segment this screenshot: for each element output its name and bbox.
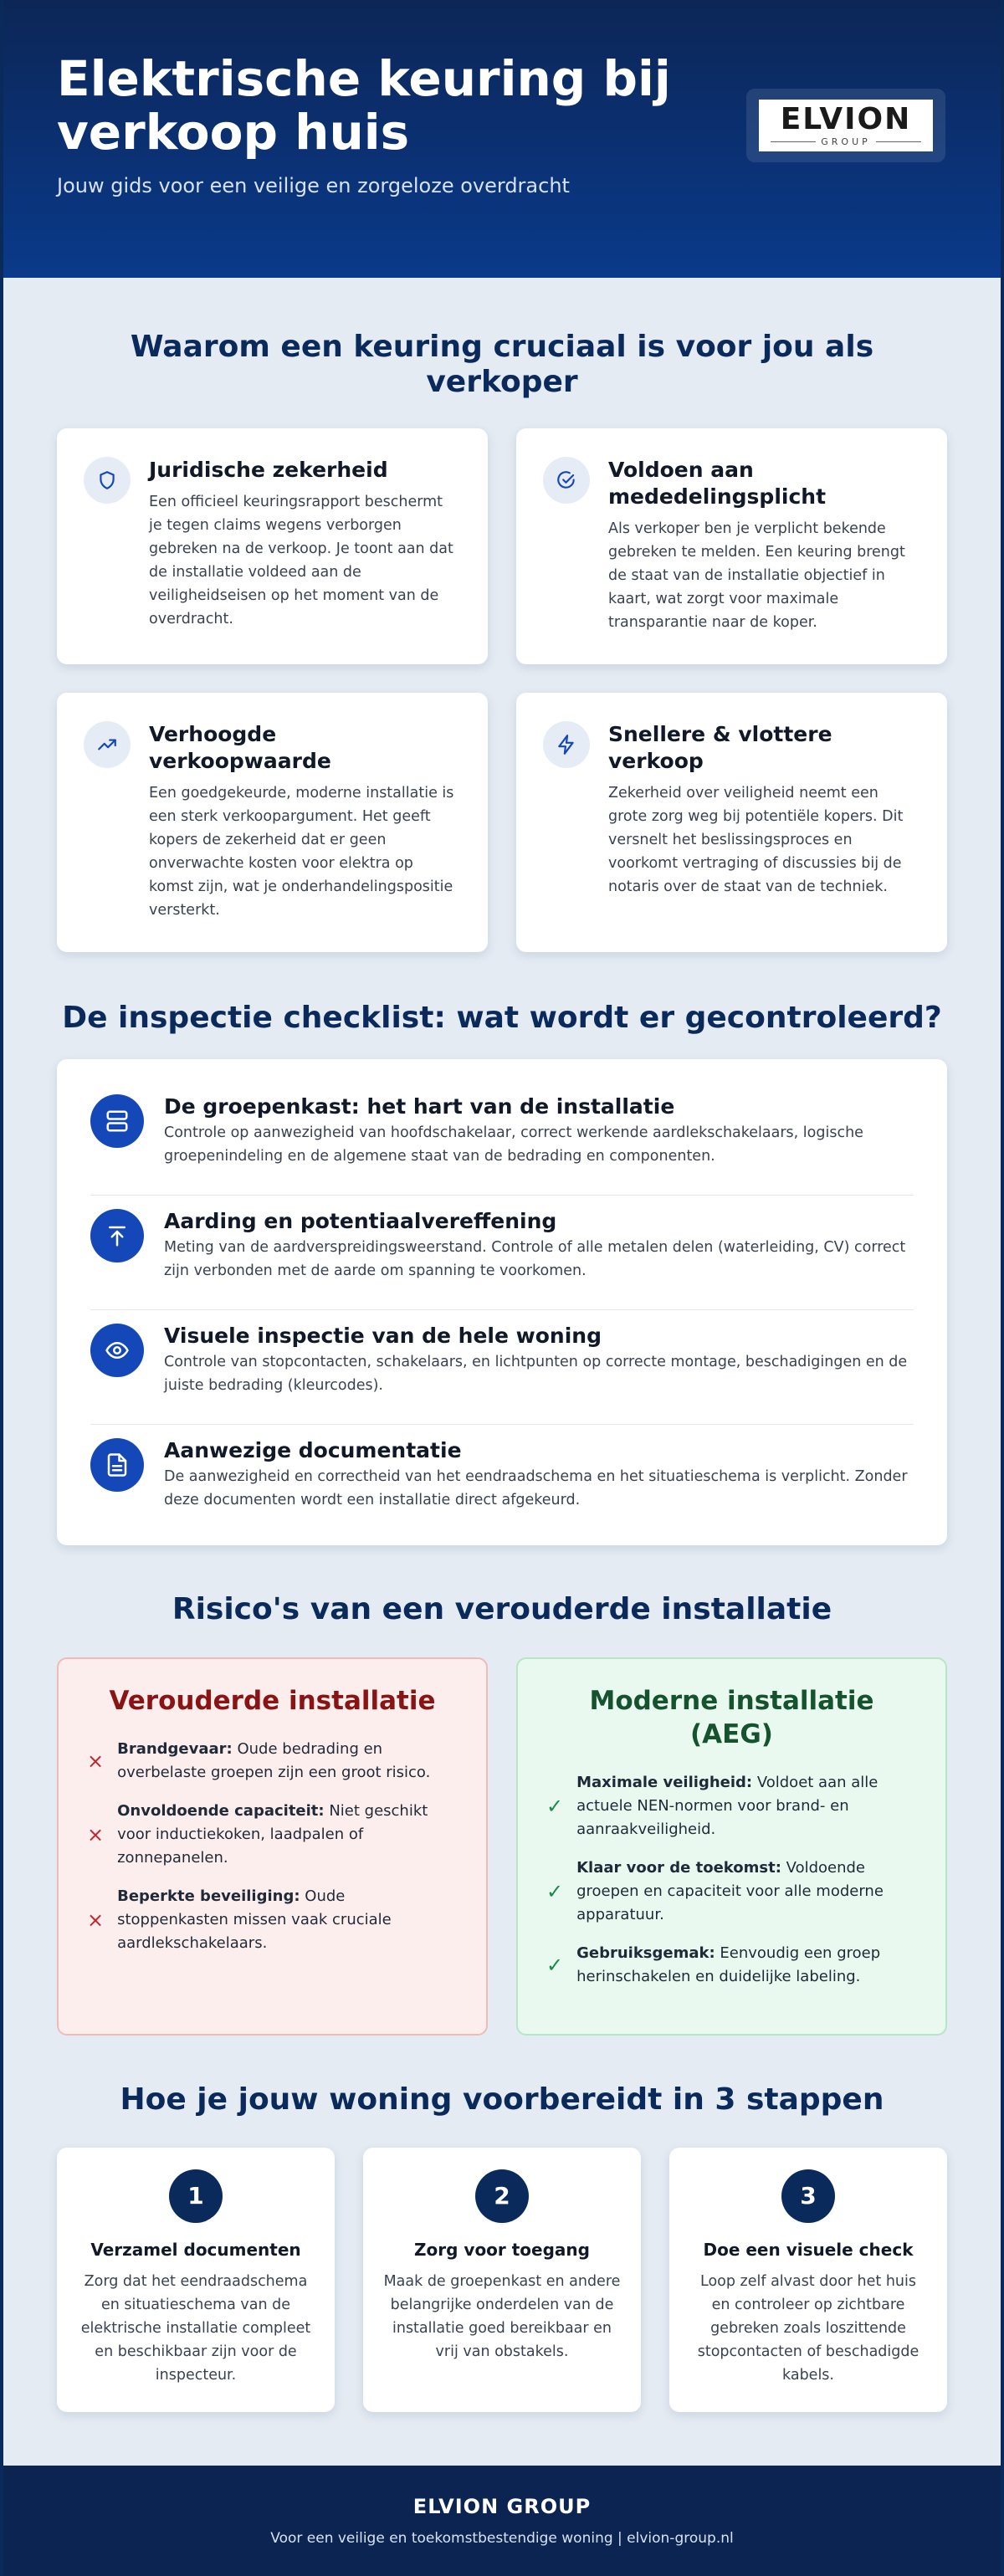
why-card-title: Juridische zekerheid [149, 458, 388, 482]
step-card [57, 2148, 335, 2412]
step-title: Verzamel documenten [90, 2240, 301, 2260]
checklist-item-text: Meting van de aardverspreidingsweerstand. Controle of alle metalen delen (waterleiding, CV) correct zijn verbonden met de aarde om spanning te voorkomen. [164, 1239, 906, 1279]
eye-icon [90, 1324, 144, 1377]
why-card-text: Als verkoper ben je verplicht bekende gebreken te melden. Een keuring brengt de staat van de installatie objectief in kaart, wat zorgt voor maximale transparantie naar de koper. [608, 520, 905, 631]
risk-item [87, 1738, 458, 1785]
step-text: Loop zelf alvast door het huis en controleer op zichtbare gebreken zoals loszittende stopcontacten of beschadigde kabels. [697, 2273, 919, 2384]
risk-item [87, 1800, 458, 1870]
step-title: Zorg voor toegang [414, 2240, 590, 2260]
logo-subline [771, 136, 921, 147]
why-card-text: Een officieel keuringsrapport beschermt je tegen claims wegens verborgen gebreken na de verkoop. Je toont aan dat de installatie voldeed aan de veiligheidseisen op het moment van de overdracht. [149, 494, 453, 627]
checklist-item-title: Aarding en potentiaalvereffening [164, 1209, 557, 1233]
cross-icon: × [87, 1749, 105, 1773]
page-title: Elektrische keuring bij verkoop huis [57, 50, 671, 161]
step-number: 1 [169, 2169, 223, 2223]
why-card-title: Snellere & vlottere verkoop [608, 722, 832, 773]
risk-grid [57, 1657, 947, 2036]
checkmark-icon: ✓ [546, 1795, 564, 1818]
cross-icon: × [87, 1908, 105, 1932]
logo-plate [759, 100, 933, 151]
risk-item-label: Onvoldoende capaciteit: [117, 1802, 325, 1820]
old-installation-card [57, 1657, 488, 2036]
benefit-item-label: Klaar voor de toekomst: [576, 1859, 781, 1877]
old-installation-list [87, 1738, 458, 1955]
why-card [516, 428, 947, 664]
why-card [516, 693, 947, 952]
checklist-title: De inspectie checklist: wat wordt er gecontroleerd? [62, 1001, 942, 1035]
step-card [669, 2148, 947, 2412]
cross-icon: × [87, 1823, 105, 1846]
benefit-item [546, 1856, 917, 1927]
trend-up-icon [84, 721, 131, 768]
checklist-item-title: De groepenkast: het hart van de installatie [164, 1094, 675, 1119]
benefit-item [546, 1942, 917, 1989]
checklist-item-title: Aanwezige documentatie [164, 1438, 462, 1462]
risk-item-label: Beperkte beveiliging: [117, 1887, 300, 1905]
checklist-section [3, 952, 1001, 1545]
why-section [3, 278, 1001, 952]
step-title: Doe een visuele check [703, 2240, 914, 2260]
modern-installation-title: Moderne installatie (AEG) [589, 1686, 874, 1749]
checklist-item-title: Visuele inspectie van de hele woning [164, 1324, 602, 1348]
checklist-item-text: Controle van stopcontacten, schakelaars, en lichtpunten op correcte montage, beschadigingen en de juiste bedrading (kleurcodes). [164, 1354, 908, 1394]
modern-installation-list [546, 1771, 917, 1989]
checklist-item [90, 1081, 914, 1196]
logo-subtext: GROUP [821, 136, 871, 147]
benefit-item [546, 1771, 917, 1841]
checkmark-icon: ✓ [546, 1954, 564, 1977]
risk-item [87, 1885, 458, 1955]
risk-item-text: Niet geschikt voor inductiekoken, laadpalen of zonnepanelen. [117, 1802, 428, 1867]
checkmark-icon: ✓ [546, 1880, 564, 1903]
why-card-text: Een goedgekeurde, moderne installatie is een sterk verkoopargument. Het geeft kopers de zekerheid dat er geen onverwachte kosten voor elektra op komst zijn, wat je onderhandelingspositie versterkt. [149, 785, 454, 919]
shield-icon [84, 457, 131, 504]
steps-grid [57, 2148, 947, 2412]
why-card [57, 428, 488, 664]
why-title: Waarom een keuring cruciaal is voor jou als verkoper [130, 330, 874, 399]
why-card [57, 693, 488, 952]
benefit-item-label: Gebruiksgemak: [576, 1944, 715, 1962]
checklist-card [57, 1059, 947, 1545]
why-card-text: Zekerheid over veiligheid neemt een grote zorg weg bij potentiële kopers. Dit versnelt het beslissingsproces en voorkomt vertraging of discussies bij de notaris over de staat van de techniek. [608, 785, 904, 895]
benefit-item-label: Maximale veiligheid: [576, 1774, 753, 1791]
steps-title: Hoe je jouw woning voorbereidt in 3 stappen [120, 2082, 884, 2117]
risk-item-text: Oude stoppenkasten missen vaak cruciale aardlekschakelaars. [117, 1887, 392, 1952]
benefit-item-text: Eenvoudig een groep herinschakelen en duidelijke labeling. [576, 1944, 881, 1985]
benefit-item-text: Voldoet aan alle actuele NEN-normen voor brand- en aanraakveiligheid. [576, 1774, 878, 1838]
lightning-icon [543, 721, 590, 768]
logo [746, 89, 945, 162]
checklist-item [90, 1196, 914, 1310]
checklist-item [90, 1425, 914, 1539]
checklist-item [90, 1310, 914, 1425]
modern-installation-card [516, 1657, 947, 2036]
why-card-title: Verhoogde verkoopwaarde [149, 722, 331, 773]
checklist-item-text: Controle op aanwezigheid van hoofdschakelaar, correct werkende aardlekschakelaars, logische groepenindeling en de algemene staat van de bedrading en componenten. [164, 1124, 863, 1165]
risk-item-text: Oude bedrading en overbelaste groepen zijn een groot risico. [117, 1740, 431, 1781]
old-installation-title: Verouderde installatie [109, 1686, 436, 1716]
footer-tagline: Voor een veilige en toekomstbestendige woning | elvion-group.nl [270, 2530, 734, 2547]
footer [3, 2466, 1001, 2576]
server-icon [90, 1094, 144, 1148]
footer-brand: ELVION GROUP [412, 2495, 592, 2518]
steps-section [3, 2036, 1001, 2412]
hero-header [3, 0, 1001, 278]
step-number: 3 [781, 2169, 835, 2223]
page-subtitle: Jouw gids voor een veilige en zorgeloze overdracht [57, 174, 570, 197]
step-text: Maak de groepenkast en andere belangrijke onderdelen van de installatie goed bereikbaar en vrij van obstakels. [383, 2273, 621, 2360]
why-card-grid [57, 428, 947, 952]
logo-wordmark: ELVION [780, 101, 912, 136]
risk-item-label: Brandgevaar: [117, 1740, 233, 1758]
grounding-icon [90, 1209, 144, 1262]
step-number: 2 [475, 2169, 529, 2223]
risk-section [3, 1545, 1001, 2036]
step-card [363, 2148, 641, 2412]
benefit-item-text: Voldoende groepen en capaciteit voor alle moderne apparatuur. [576, 1859, 884, 1923]
why-card-title: Voldoen aan mededelingsplicht [608, 458, 827, 509]
document-icon [90, 1438, 144, 1492]
checklist-item-text: De aanwezigheid en correctheid van het eendraadschema en het situatieschema is verplicht. Zonder deze documenten wordt een installatie direct afgekeurd. [164, 1468, 908, 1508]
step-text: Zorg dat het eendraadschema en situatieschema van de elektrische installatie compleet en beschikbaar zijn voor de inspecteur. [80, 2273, 311, 2384]
check-circle-icon [543, 457, 590, 504]
risk-title: Risico's van een verouderde installatie [172, 1592, 832, 1626]
